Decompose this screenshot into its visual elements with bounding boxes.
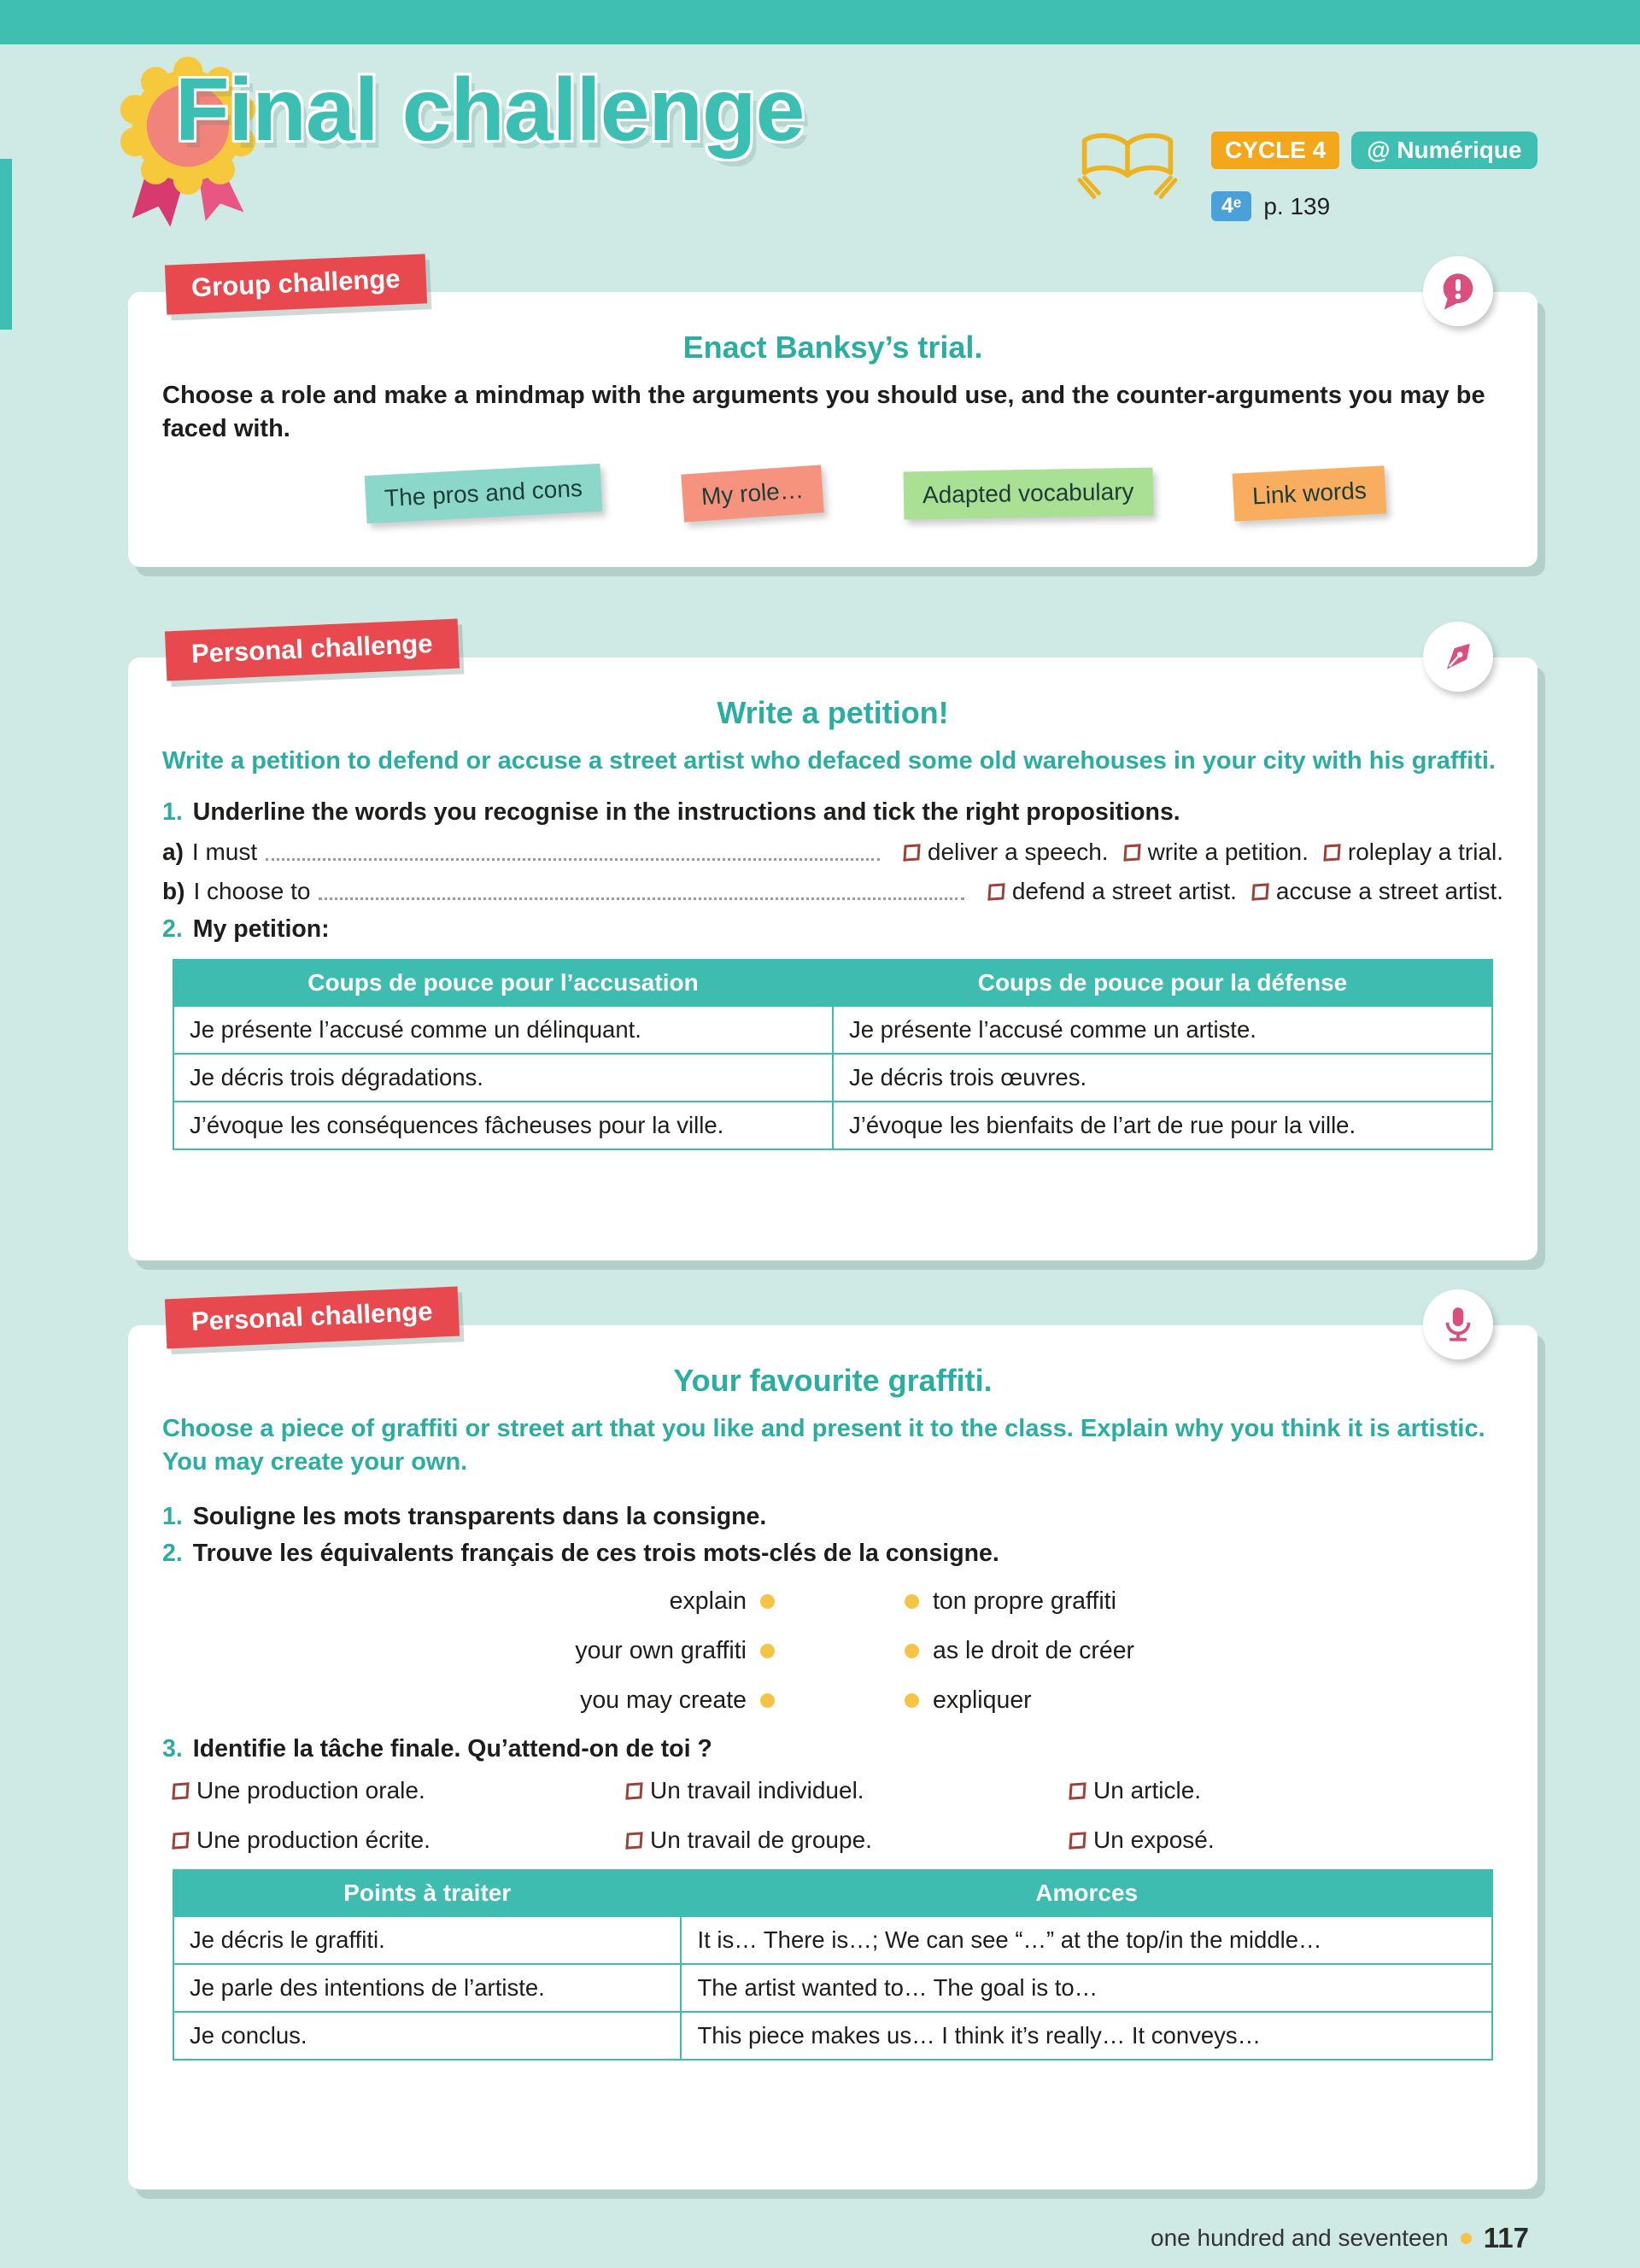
table-row (173, 1102, 1492, 1149)
table-cell: J’évoque les bienfaits de l’art de rue pour la ville. (833, 1102, 1492, 1149)
tick-option (173, 1777, 626, 1804)
page-reference: p. 139 (1263, 192, 1331, 219)
table-header-cell: Points à traiter (173, 1870, 681, 1916)
matching-row (162, 1626, 1503, 1675)
match-dot-icon[interactable] (760, 1693, 775, 1708)
step-text: Underline the words you recognise in the instructions and tick the right propositions. (192, 798, 1180, 826)
table-header-row (173, 960, 1492, 1006)
sticky-note-my-role: My role… (681, 465, 823, 522)
option-label: Une production orale. (196, 1777, 425, 1803)
matching-left-label: your own graffiti (575, 1636, 747, 1664)
cycle-badge: CYCLE 4 (1211, 132, 1339, 169)
task-type-options (173, 1777, 1503, 1854)
option-label: Une production écrite. (196, 1827, 430, 1853)
table-header-cell: Coups de pouce pour la défense (833, 960, 1492, 1006)
answer-line[interactable] (266, 858, 880, 861)
checkbox-icon[interactable] (903, 844, 920, 861)
top-accent-bar (0, 0, 1640, 44)
step-text: Identifie la tâche finale. Qu’attend-on de toi ? (192, 1735, 712, 1762)
petition-step-2 (162, 915, 1503, 944)
option-label: deliver a speech. (927, 839, 1109, 865)
group-challenge-ribbon: Group challenge (165, 254, 427, 314)
step-number: 2. (162, 915, 183, 943)
checkbox-icon[interactable] (625, 1832, 642, 1849)
fill-line-b (162, 878, 1503, 905)
alert-speech-bubble-icon (1423, 256, 1493, 326)
tick-option (626, 1777, 1069, 1804)
microphone-icon (1423, 1289, 1493, 1359)
answer-line[interactable] (319, 897, 964, 900)
option-label: Un exposé. (1093, 1827, 1215, 1853)
petition-hints-table (173, 959, 1493, 1150)
table-row (173, 2012, 1492, 2060)
sticky-note-adapted-vocabulary: Adapted vocabulary (903, 467, 1152, 519)
checkbox-icon[interactable] (1123, 844, 1140, 861)
table-row (173, 1006, 1492, 1054)
match-dot-icon[interactable] (905, 1594, 919, 1609)
petition-challenge-card (128, 628, 1538, 1260)
table-cell: Je décris trois dégradations. (173, 1054, 833, 1102)
tick-option (1252, 878, 1503, 905)
table-cell: This piece makes us… I think it’s really… It conveys… (681, 2012, 1492, 2060)
matching-exercise (162, 1576, 1503, 1725)
step-number: 1. (162, 798, 183, 826)
line-prefix: I must (191, 839, 258, 865)
checkbox-icon[interactable] (987, 883, 1004, 900)
page-footer (1151, 2222, 1529, 2254)
matching-right-label: expliquer (933, 1686, 1032, 1714)
sticky-note-pros-cons: The pros and cons (365, 464, 602, 523)
matching-row (162, 1675, 1503, 1725)
option-label: write a petition. (1147, 839, 1309, 865)
table-cell: Je présente l’accusé comme un délinquant. (173, 1006, 833, 1054)
tick-option (1069, 1827, 1503, 1854)
graffiti-challenge-ribbon: Personal challenge (165, 1287, 460, 1349)
petition-challenge-instruction: Write a petition to defend or accuse a street artist who defaced some old warehouses in your city with his graffiti. (162, 747, 1496, 775)
match-dot-icon[interactable] (760, 1594, 775, 1609)
page-number-words: one hundred and seventeen (1151, 2224, 1449, 2251)
table-cell: Je présente l’accusé comme un artiste. (833, 1006, 1492, 1054)
match-dot-icon[interactable] (760, 1644, 775, 1658)
tick-option (626, 1827, 1069, 1854)
tick-option (1124, 839, 1309, 866)
matching-right-label: ton propre graffiti (933, 1587, 1116, 1615)
checkbox-icon[interactable] (172, 1832, 189, 1849)
table-row (173, 1964, 1492, 2012)
table-cell: J’évoque les conséquences fâcheuses pour la ville. (173, 1102, 833, 1149)
table-cell: Je conclus. (173, 2012, 681, 2060)
checkbox-icon[interactable] (625, 1782, 642, 1799)
step-text: My petition: (192, 915, 330, 943)
matching-left-label: explain (669, 1587, 747, 1615)
matching-left-label: you may create (580, 1686, 747, 1714)
graffiti-step-1 (162, 1503, 1503, 1531)
option-label: Un article. (1093, 1777, 1202, 1803)
table-cell: Je décris trois œuvres. (833, 1054, 1492, 1102)
graffiti-step-2 (162, 1540, 1503, 1568)
option-label: roleplay a trial. (1347, 839, 1503, 865)
checkbox-icon[interactable] (172, 1782, 189, 1799)
graffiti-step-3 (162, 1735, 1503, 1763)
group-challenge-title: Enact Banksy’s trial. (682, 330, 983, 365)
page-title: Final challenge (175, 61, 805, 160)
petition-step-1 (162, 798, 1503, 827)
graffiti-challenge-instruction: Choose a piece of graffiti or street art that you like and present it to the class. Explain why you think it is artistic. You may create your own. (162, 1415, 1485, 1476)
tick-option (904, 839, 1109, 866)
tick-option (173, 1827, 626, 1854)
header-page-reference (1211, 191, 1330, 221)
table-cell: It is… There is…; We can see “…” at the top/in the middle… (681, 1916, 1492, 1964)
numerique-badge: @ Numérique (1351, 132, 1537, 169)
sticky-note-link-words: Link words (1233, 465, 1387, 521)
line-prefix: I choose to (193, 878, 311, 904)
sticky-notes (366, 470, 1503, 517)
table-header-row (173, 1870, 1492, 1916)
tick-option (1069, 1777, 1503, 1804)
pen-nib-icon (1423, 622, 1493, 692)
checkbox-icon[interactable] (1069, 1782, 1086, 1799)
header-badges (1211, 132, 1538, 169)
page-edge-tab (0, 159, 12, 330)
table-cell: Je décris le graffiti. (173, 1916, 681, 1964)
presentation-hints-table (173, 1869, 1493, 2060)
graffiti-challenge-title: Your favourite graffiti. (673, 1363, 993, 1398)
option-label: defend a street artist. (1011, 878, 1237, 904)
table-header-cell: Coups de pouce pour l’accusation (173, 960, 833, 1006)
table-row (173, 1916, 1492, 1964)
level-badge: 4ᵉ (1211, 191, 1251, 221)
footer-dot-icon (1461, 2233, 1472, 2244)
line-label: a) (162, 839, 184, 865)
option-label: Un travail individuel. (650, 1777, 864, 1803)
option-label: accuse a street artist. (1275, 878, 1503, 904)
checkbox-icon[interactable] (1251, 883, 1268, 900)
checkbox-icon[interactable] (1323, 844, 1340, 861)
table-header-cell: Amorces (681, 1870, 1492, 1916)
hands-open-book-icon (1068, 125, 1187, 211)
line-label: b) (162, 878, 185, 904)
tick-option (1324, 839, 1503, 866)
match-dot-icon[interactable] (905, 1693, 919, 1708)
matching-row (162, 1576, 1503, 1626)
table-row (173, 1054, 1492, 1102)
tick-option (988, 878, 1237, 905)
fill-line-a (162, 839, 1503, 866)
petition-challenge-ribbon: Personal challenge (165, 619, 460, 681)
group-challenge-instruction: Choose a role and make a mindmap with the arguments you should use, and the counter-arguments you may be faced with. (162, 382, 1485, 442)
table-cell: Je parle des intentions de l’artiste. (173, 1964, 681, 2012)
group-challenge-card (128, 263, 1538, 567)
matching-right-label: as le droit de créer (933, 1636, 1135, 1664)
table-cell: The artist wanted to… The goal is to… (681, 1964, 1492, 2012)
page-number: 117 (1483, 2222, 1529, 2253)
match-dot-icon[interactable] (905, 1644, 919, 1658)
step-text: Souligne les mots transparents dans la consigne. (192, 1503, 767, 1530)
petition-challenge-title: Write a petition! (717, 695, 949, 730)
step-number: 2. (162, 1540, 183, 1567)
step-text: Trouve les équivalents français de ces trois mots-clés de la consigne. (192, 1540, 999, 1567)
step-number: 3. (162, 1735, 183, 1762)
option-label: Un travail de groupe. (650, 1827, 872, 1853)
checkbox-icon[interactable] (1069, 1832, 1086, 1849)
graffiti-challenge-card (128, 1295, 1538, 2189)
step-number: 1. (162, 1503, 183, 1530)
